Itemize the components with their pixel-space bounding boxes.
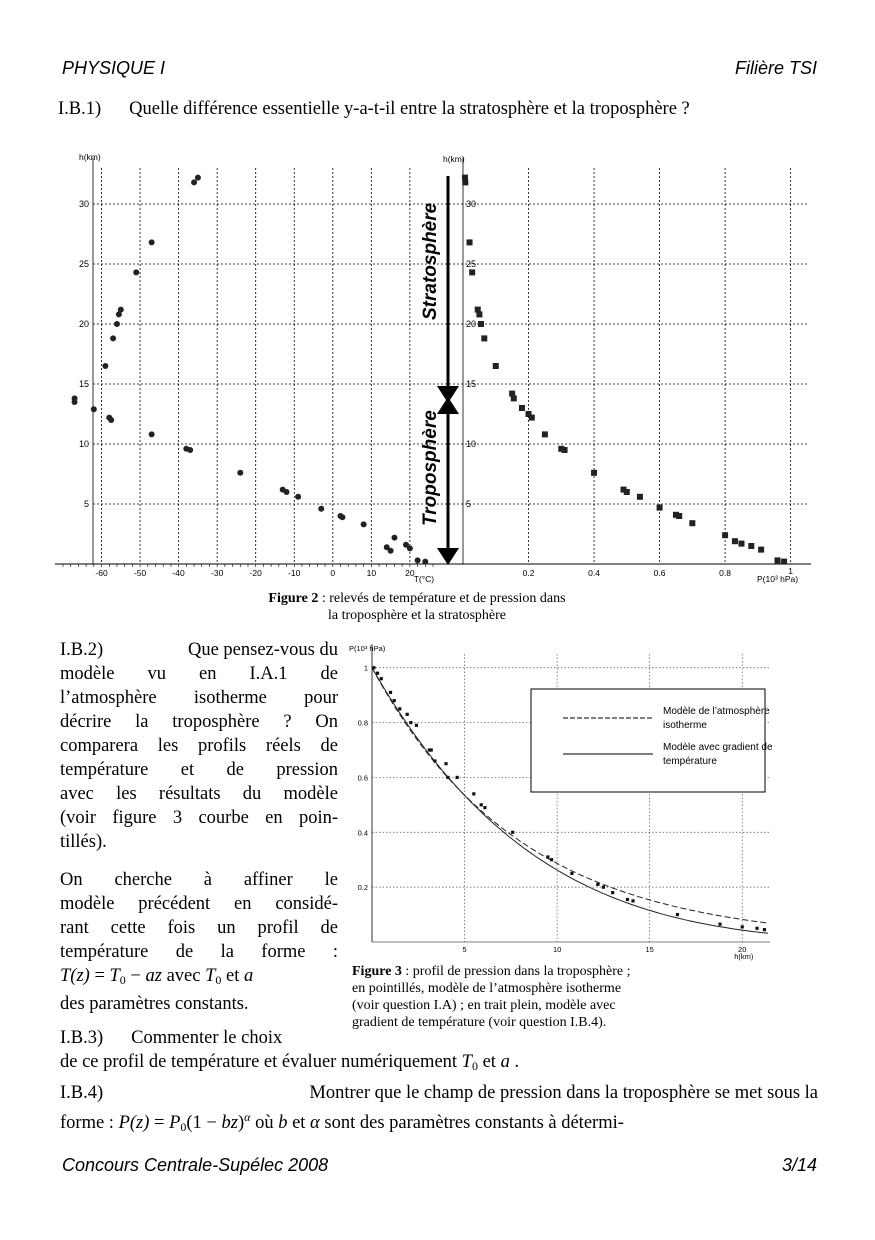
data-point xyxy=(550,858,553,861)
temperature-point xyxy=(388,548,394,554)
data-point xyxy=(631,899,634,902)
y-tick-label: 0.2 xyxy=(357,883,368,893)
y-tick-label: 0.4 xyxy=(357,828,368,838)
question-ib3-line2: de ce profil de température et évaluer numériquement $T_0$ et a . xyxy=(60,1052,520,1073)
temperature-point xyxy=(187,447,193,453)
y-tick-label: 10 xyxy=(78,439,89,449)
data-point xyxy=(480,803,483,806)
pressure-point xyxy=(591,470,597,476)
question-ib2-line: l’atmosphère isotherme pour xyxy=(60,688,338,708)
question-ib3 xyxy=(60,1026,338,1050)
question-ib2-line: (voir figure 3 courbe en poin- xyxy=(60,808,338,828)
pressure-point xyxy=(481,335,487,341)
question-label: I.B.2) xyxy=(60,640,104,660)
data-point xyxy=(389,691,392,694)
temperature-point xyxy=(195,175,201,181)
x-tick-label: 0.2 xyxy=(522,568,535,578)
question-label: I.B.3) xyxy=(60,1028,104,1048)
data-point xyxy=(483,806,486,809)
pressure-point xyxy=(562,447,568,453)
pressure-point xyxy=(469,269,475,275)
data-point xyxy=(409,721,412,724)
data-point xyxy=(741,925,744,928)
pressure-point xyxy=(462,179,468,185)
temperature-point xyxy=(318,506,324,512)
temperature-point xyxy=(149,431,155,437)
question-text: Quelle différence essentielle y-a-t-il entre la stratosphère et la troposphère ? xyxy=(129,99,690,119)
temperature-point xyxy=(149,239,155,245)
data-point xyxy=(602,886,605,889)
pressure-point xyxy=(738,541,744,547)
question-label: I.B.4) xyxy=(60,1083,104,1103)
figure-2-caption-label: Figure 2 xyxy=(268,591,319,606)
paragraph-affiner-line: température de la forme : xyxy=(60,942,338,962)
x-tick-label: 20 xyxy=(738,945,747,954)
question-ib2-line: température et de pression xyxy=(60,760,338,780)
temperature-point xyxy=(108,417,114,423)
y-tick-label: 30 xyxy=(78,199,89,209)
y-tick-label: 5 xyxy=(466,499,472,509)
paragraph-affiner-line: modèle précédent en considé- xyxy=(60,894,338,914)
x-tick-label: 0.4 xyxy=(588,568,600,578)
x-axis-label-left: T(°C) xyxy=(413,574,435,584)
question-ib2-line: comparera les profils réels de xyxy=(60,736,338,756)
y-tick-label: 1 xyxy=(363,663,368,673)
x-tick-label: 5 xyxy=(462,945,467,954)
x-axis-label: h(km) xyxy=(734,952,754,961)
data-point xyxy=(456,776,459,779)
pressure-point xyxy=(542,431,548,437)
page-footer-right: 3/14 xyxy=(781,1155,817,1175)
pressure-point xyxy=(511,395,517,401)
y-tick-label: 20 xyxy=(78,319,89,329)
x-tick-label: 10 xyxy=(366,568,377,578)
y-tick-label: 0.6 xyxy=(357,773,368,783)
y-tick-label: 15 xyxy=(466,379,477,389)
temperature-point xyxy=(284,489,290,495)
x-tick-label: 0.8 xyxy=(719,568,732,578)
pressure-point xyxy=(758,547,764,553)
pressure-point xyxy=(624,489,630,495)
y-tick-label: 10 xyxy=(466,439,477,449)
temperature-point xyxy=(295,494,301,500)
temperature-point xyxy=(422,559,428,565)
y-tick-label: 25 xyxy=(466,259,477,269)
troposphere-label: Troposphère xyxy=(420,410,441,526)
x-tick-label: 1 xyxy=(788,566,793,576)
y-tick-label: 15 xyxy=(78,379,89,389)
pressure-point xyxy=(657,505,663,511)
pressure-equation-line: forme : $P(z) = P_0(1 - bz)^\alpha$ où b et α sont des paramètres constants à détermi- xyxy=(60,1110,624,1134)
stratosphere-label: Stratosphère xyxy=(420,202,441,320)
legend-solid-label-2: température xyxy=(663,756,717,767)
data-point xyxy=(596,883,599,886)
temperature-point xyxy=(191,179,197,185)
temperature-point xyxy=(391,535,397,541)
question-ib2-line: tillés). xyxy=(60,832,107,852)
data-point xyxy=(626,898,629,901)
paragraph-affiner xyxy=(60,868,338,1016)
temperature-point xyxy=(415,557,421,563)
figure-3-caption-line: : profil de pression dans la troposphère ; xyxy=(401,964,631,979)
data-point xyxy=(611,891,614,894)
legend-dashed-label-2: isotherme xyxy=(663,720,707,731)
y-tick-label: 25 xyxy=(78,259,89,269)
pressure-point xyxy=(775,557,781,563)
figure-3-caption xyxy=(352,963,782,1031)
question-ib2-line: modèle vu en I.A.1 de xyxy=(60,664,338,684)
page-footer-left: Concours Centrale-Supélec 2008 xyxy=(62,1155,329,1175)
paragraph-affiner-line: rant cette fois un profil de xyxy=(60,918,338,938)
legend-solid-label-1: Modèle avec gradient de xyxy=(663,742,773,753)
figure-3-caption-line: gradient de température (voir question I.B.4). xyxy=(352,1015,607,1030)
temperature-point xyxy=(72,399,78,405)
temperature-point xyxy=(102,363,108,369)
pressure-point xyxy=(732,538,738,544)
figure-3-caption-label: Figure 3 xyxy=(352,964,402,979)
data-point xyxy=(446,776,449,779)
y-axis-label-left: h(km) xyxy=(79,152,101,162)
figure-3 xyxy=(345,642,775,962)
x-tick-label: 0.6 xyxy=(653,568,666,578)
data-point xyxy=(430,748,433,751)
temperature-point xyxy=(116,311,122,317)
data-point xyxy=(511,831,514,834)
temperature-point xyxy=(407,545,413,551)
figure-3-caption-line: en pointillés, modèle de l’atmosphère isotherme xyxy=(352,981,622,996)
pressure-point xyxy=(722,532,728,538)
data-point xyxy=(406,713,409,716)
data-point xyxy=(763,928,766,931)
x-tick-label: -10 xyxy=(288,568,301,578)
pressure-point xyxy=(781,559,787,565)
x-tick-label: 0 xyxy=(330,568,336,578)
data-point xyxy=(372,666,375,669)
y-tick-label: 5 xyxy=(83,499,89,509)
x-tick-label: -40 xyxy=(172,568,185,578)
figure-3-legend xyxy=(531,689,773,792)
pressure-point xyxy=(676,513,682,519)
question-ib2-line: décrire la troposphère ? On xyxy=(60,712,338,732)
pressure-point xyxy=(519,405,525,411)
x-axis-label-right: P(10³ hPa) xyxy=(757,574,799,584)
data-point xyxy=(570,872,573,875)
data-point xyxy=(444,762,447,765)
pressure-point xyxy=(476,311,482,317)
data-point xyxy=(676,913,679,916)
question-ib2 xyxy=(60,638,338,854)
pressure-point xyxy=(467,239,473,245)
question-ib1 xyxy=(58,97,816,121)
figure-2 xyxy=(55,148,815,590)
affiner-last-line: des paramètres constants. xyxy=(60,994,249,1014)
x-tick-label: -50 xyxy=(133,568,147,578)
y-tick-label: 0.8 xyxy=(357,718,368,728)
pressure-point xyxy=(689,520,695,526)
troposphere-arrow-head-bottom xyxy=(437,548,459,565)
data-point xyxy=(433,759,436,762)
temperature-point xyxy=(237,470,243,476)
question-label: I.B.1) xyxy=(58,99,102,119)
pressure-point xyxy=(478,321,484,327)
x-tick-label: 15 xyxy=(645,945,654,954)
page-header-left: PHYSIQUE I xyxy=(62,58,166,78)
data-point xyxy=(718,923,721,926)
y-axis-label-right: h(km) xyxy=(443,154,465,164)
figure-3-caption-line: (voir question I.A) ; en trait plein, modèle avec xyxy=(352,998,616,1013)
data-point xyxy=(380,677,383,680)
y-tick-label: 20 xyxy=(466,319,477,329)
pressure-point xyxy=(748,543,754,549)
legend-dashed-label-1: Modèle de l’atmosphère xyxy=(663,706,770,717)
temperature-point xyxy=(339,514,345,520)
temperature-point xyxy=(91,406,97,412)
y-axis-label: P(10³ hPa) xyxy=(349,644,386,653)
pressure-point xyxy=(637,494,643,500)
temperature-equation: $T(z) = T_0$ − az avec $T_0$ et a xyxy=(60,966,254,987)
temperature-point xyxy=(133,269,139,275)
x-tick-label: -60 xyxy=(95,568,108,578)
x-tick-label: -20 xyxy=(249,568,262,578)
temperature-point xyxy=(110,335,116,341)
pressure-point xyxy=(529,415,535,421)
figure-2-caption-line2: la troposphère et la stratosphère xyxy=(327,608,507,623)
temperature-point xyxy=(361,521,367,527)
data-point xyxy=(755,927,758,930)
x-tick-label: -30 xyxy=(211,568,224,578)
question-first-line: Commenter le choix xyxy=(131,1028,283,1048)
figure-2-caption xyxy=(0,590,834,624)
data-point xyxy=(376,672,379,675)
pressure-point xyxy=(493,363,499,369)
temperature-point xyxy=(114,321,120,327)
data-point xyxy=(415,724,418,727)
question-line1: Montrer que le champ de pression dans la troposphère se met sous la xyxy=(309,1083,818,1103)
data-point xyxy=(546,855,549,858)
x-tick-label: 20 xyxy=(405,568,415,578)
x-tick-label: 10 xyxy=(552,945,562,954)
y-tick-label: 30 xyxy=(466,199,477,209)
question-first-line: Que pensez-vous du xyxy=(187,640,338,660)
page-header-right: Filière TSI xyxy=(734,58,817,78)
data-point xyxy=(398,707,401,710)
data-point xyxy=(472,792,475,795)
question-ib4 xyxy=(60,1081,818,1139)
paragraph-affiner-line: On cherche à affiner le xyxy=(60,870,338,890)
data-point xyxy=(393,699,396,702)
question-ib2-line: avec les résultats du modèle xyxy=(60,784,338,804)
figure-2-caption-line1: : relevés de température et de pression dans xyxy=(318,591,566,606)
